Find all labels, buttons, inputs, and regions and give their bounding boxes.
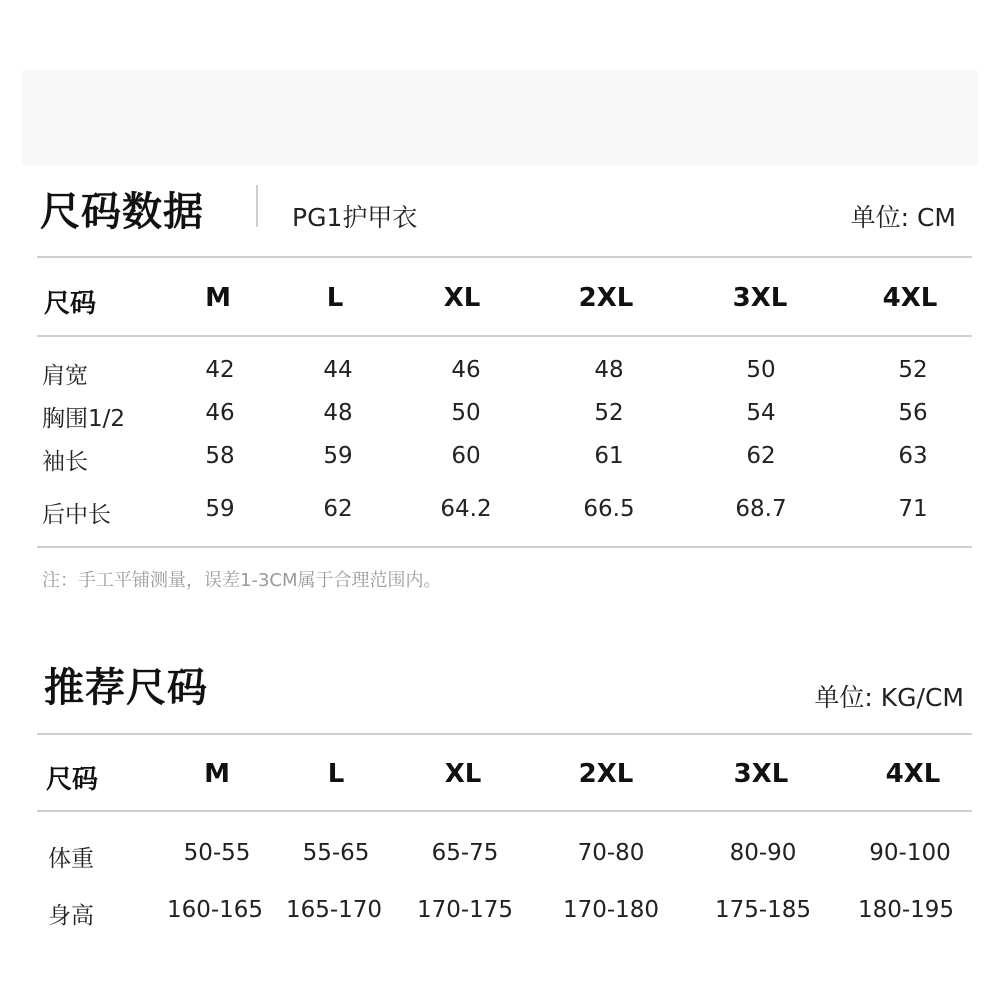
- table-cell: 62: [323, 496, 353, 522]
- row-label: 身高: [48, 903, 94, 929]
- table-cell: 59: [323, 443, 353, 469]
- header-cell: 4XL: [885, 759, 941, 789]
- size-chart-header-rule: [37, 335, 972, 337]
- header-cell: 3XL: [732, 283, 788, 313]
- row-label: 胸围1/2: [42, 406, 126, 432]
- size-chart-top-rule: [37, 256, 972, 258]
- table-cell: 59: [205, 496, 235, 522]
- header-cell: 3XL: [733, 759, 789, 789]
- row-label: 后中长: [42, 502, 111, 528]
- table-cell: 165-170: [285, 897, 383, 923]
- table-cell: 52: [898, 357, 928, 383]
- product-name: PG1护甲衣: [292, 203, 418, 232]
- table-cell: 52: [594, 400, 624, 426]
- table-cell: 175-185: [714, 897, 812, 923]
- table-cell: 46: [451, 357, 481, 383]
- top-banner-band: [22, 70, 978, 165]
- table-cell: 55-65: [302, 840, 370, 866]
- header-cell: L: [326, 283, 344, 313]
- table-cell: 180-195: [857, 897, 955, 923]
- row-label: 体重: [48, 846, 94, 872]
- row-label: 肩宽: [42, 363, 88, 389]
- table-cell: 46: [205, 400, 235, 426]
- table-cell: 48: [323, 400, 353, 426]
- header-cell: XL: [444, 759, 482, 789]
- size-chart-title: 尺码数据: [40, 189, 204, 235]
- header-cell: 尺码: [44, 289, 97, 319]
- row-label: 袖长: [42, 449, 88, 475]
- header-cell: 尺码: [46, 765, 99, 795]
- table-cell: 50: [451, 400, 481, 426]
- table-cell: 65-75: [431, 840, 499, 866]
- size-chart-unit: 单位: CM: [850, 203, 956, 232]
- table-cell: 170-175: [416, 897, 514, 923]
- table-cell: 61: [594, 443, 624, 469]
- table-cell: 60: [451, 443, 481, 469]
- table-cell: 42: [205, 357, 235, 383]
- table-cell: 44: [323, 357, 353, 383]
- table-cell: 58: [205, 443, 235, 469]
- table-cell: 170-180: [562, 897, 660, 923]
- table-cell: 70-80: [577, 840, 645, 866]
- measurement-note: 注：手工平铺测量，误差1-3CM属于合理范围内。: [42, 570, 442, 591]
- table-cell: 71: [898, 496, 928, 522]
- table-cell: 160-165: [166, 897, 264, 923]
- recommend-top-rule: [37, 733, 972, 735]
- table-cell: 50-55: [183, 840, 251, 866]
- table-cell: 48: [594, 357, 624, 383]
- header-cell: 2XL: [578, 759, 634, 789]
- table-cell: 80-90: [729, 840, 797, 866]
- table-cell: 68.7: [735, 496, 787, 522]
- header-cell: XL: [443, 283, 481, 313]
- size-chart-bottom-rule: [37, 546, 972, 548]
- table-cell: 54: [746, 400, 776, 426]
- table-cell: 64.2: [440, 496, 492, 522]
- header-cell: M: [204, 759, 230, 789]
- header-cell: M: [205, 283, 231, 313]
- table-cell: 56: [898, 400, 928, 426]
- table-cell: 62: [746, 443, 776, 469]
- header-cell: 4XL: [882, 283, 938, 313]
- header-cell: L: [327, 759, 345, 789]
- table-cell: 66.5: [583, 496, 635, 522]
- header-cell: 2XL: [578, 283, 634, 313]
- recommend-unit: 单位: KG/CM: [814, 683, 964, 712]
- title-divider: [256, 185, 258, 227]
- table-cell: 90-100: [869, 840, 951, 866]
- recommend-header-rule: [37, 810, 972, 812]
- table-cell: 50: [746, 357, 776, 383]
- recommend-title: 推荐尺码: [44, 665, 208, 711]
- table-cell: 63: [898, 443, 928, 469]
